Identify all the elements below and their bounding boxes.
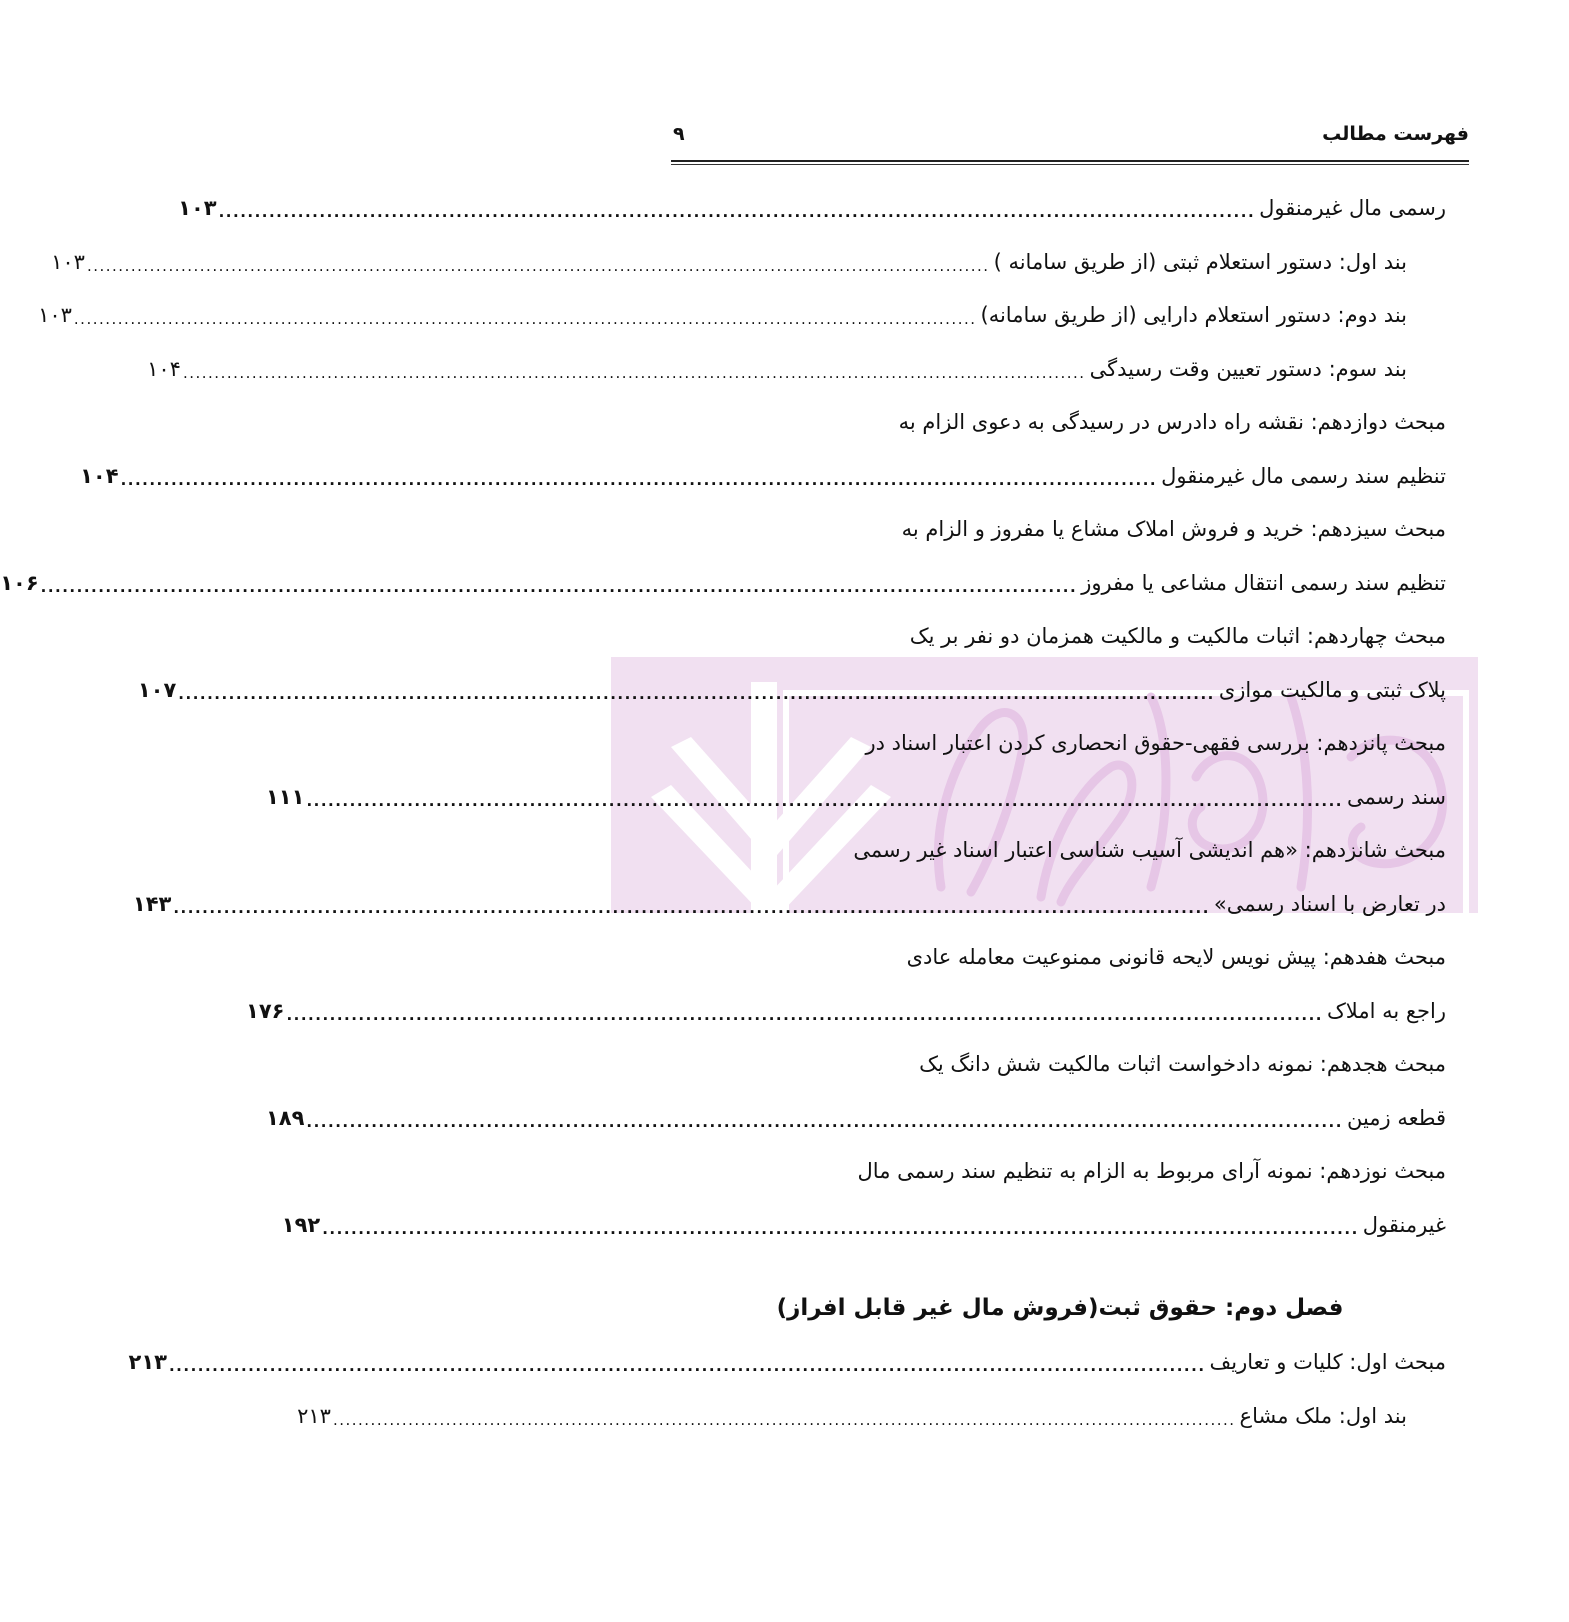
- dot-leader: ................................................................................................................................................: [182, 364, 1086, 382]
- toc-entry[interactable]: [297, 1392, 1407, 1436]
- toc-page-number: ۱۸۹: [265, 1106, 305, 1130]
- toc-page-number: ۱۰۴: [147, 357, 181, 381]
- dot-leader: ................................................................................................................................................: [286, 1006, 1323, 1024]
- toc-page-number: ۱۴۳: [132, 892, 172, 916]
- toc-page-number: ۱۱۱: [265, 785, 305, 809]
- toc-page-number: ۱۹۲: [281, 1213, 321, 1237]
- toc-entry-title: بند اول: دستور استعلام ثبتی (از طریق سامانه ): [993, 250, 1407, 274]
- toc-page-number: ۱۰۶: [0, 571, 39, 595]
- dot-leader: ................................................................................................................................................: [120, 471, 1158, 489]
- toc-entry-title: راجع به املاک: [1327, 999, 1446, 1023]
- dot-leader: ................................................................................................................................................: [306, 1113, 1343, 1131]
- dot-leader: ................................................................................................................................................: [218, 203, 1256, 221]
- dot-leader: ................................................................................................................................................: [40, 578, 1078, 596]
- toc-entry-title: سند رسمی: [1346, 785, 1446, 809]
- toc-entry-title: مبحث شانزدهم: «هم اندیشی آسیب شناسی اعتبار اسناد غیر رسمی: [853, 838, 1446, 862]
- toc-entry-title: رسمی مال غیرمنقول: [1259, 196, 1446, 220]
- toc-entry-title: پلاک ثبتی و مالکیت موازی: [1218, 678, 1446, 702]
- dot-leader: ................................................................................................................................................: [306, 792, 1343, 810]
- toc-page-number: ۱۷۶: [246, 999, 285, 1023]
- toc-page-number: ۲۱۳: [297, 1404, 331, 1428]
- toc-page-number: ۱۰۳: [38, 303, 72, 327]
- toc-entry-title: مبحث نوزدهم: نمونه آرای مربوط به الزام به تنظیم سند رسمی مال: [857, 1159, 1446, 1183]
- toc-page-number: ۱۰۷: [137, 678, 177, 702]
- dot-leader: ................................................................................................................................................: [168, 1357, 1206, 1375]
- toc-entry-title: بند اول: ملک مشاع: [1239, 1404, 1407, 1428]
- header-page-number: ۹: [673, 123, 685, 145]
- toc-entry-title: مبحث پانزدهم: بررسی فقهی-حقوق انحصاری کردن اعتبار اسناد در: [865, 731, 1446, 755]
- toc-entry-title: مبحث اول: کلیات و تعاریف: [1209, 1350, 1446, 1374]
- toc-page-number: ۱۰۴: [80, 464, 119, 488]
- toc-entry-title: در تعارض با اسناد رسمی»: [1213, 892, 1446, 916]
- chapter-heading[interactable]: فصل دوم: حقوق ثبت(فروش مال غیر قابل افراز): [776, 1295, 1344, 1321]
- toc-entry-title: مبحث دوازدهم: نقشه راه دادرس در رسیدگی به دعوی الزام به: [898, 410, 1446, 434]
- toc-page-number: ۲۱۳: [128, 1350, 167, 1374]
- toc-entry-title: مبحث چهاردهم: اثبات مالکیت و مالکیت همزمان دو نفر بر یک: [909, 624, 1446, 648]
- toc-page-number: ۱۰۳: [178, 196, 217, 220]
- toc-entry-title: بند دوم: دستور استعلام دارایی (از طریق سامانه): [980, 303, 1407, 327]
- dot-leader: ................................................................................................................................................: [322, 1220, 1359, 1238]
- toc-entry[interactable]: [128, 1338, 1446, 1382]
- toc-entry-title: مبحث هجدهم: نمونه دادخواست اثبات مالکیت شش دانگ یک: [919, 1052, 1446, 1076]
- toc-entry-title: تنظیم سند رسمی مال غیرمنقول: [1161, 464, 1446, 488]
- toc-page-number: ۱۰۳: [51, 250, 85, 274]
- toc-entry-title: بند سوم: دستور تعیین وقت رسیدگی: [1089, 357, 1407, 381]
- header-title: فهرست مطالب: [1322, 123, 1469, 145]
- toc-entry-title: مبحث سیزدهم: خرید و فروش املاک مشاع یا مفروز و الزام به: [901, 517, 1446, 541]
- dot-leader: ................................................................................................................................................: [73, 310, 977, 328]
- toc-entry-title: قطعه زمین: [1346, 1106, 1446, 1130]
- dot-leader: ................................................................................................................................................: [173, 899, 1210, 917]
- toc-entry-title: تنظیم سند رسمی انتقال مشاعی یا مفروز: [1081, 571, 1446, 595]
- toc-entry-title: غیرمنقول: [1362, 1213, 1446, 1237]
- toc-entry-title: مبحث هفدهم: پیش نویس لایحه قانونی ممنوعیت معامله عادی: [906, 945, 1446, 969]
- dot-leader: ................................................................................................................................................: [178, 685, 1215, 703]
- dot-leader: ................................................................................................................................................: [332, 1411, 1236, 1429]
- dot-leader: ................................................................................................................................................: [86, 257, 990, 275]
